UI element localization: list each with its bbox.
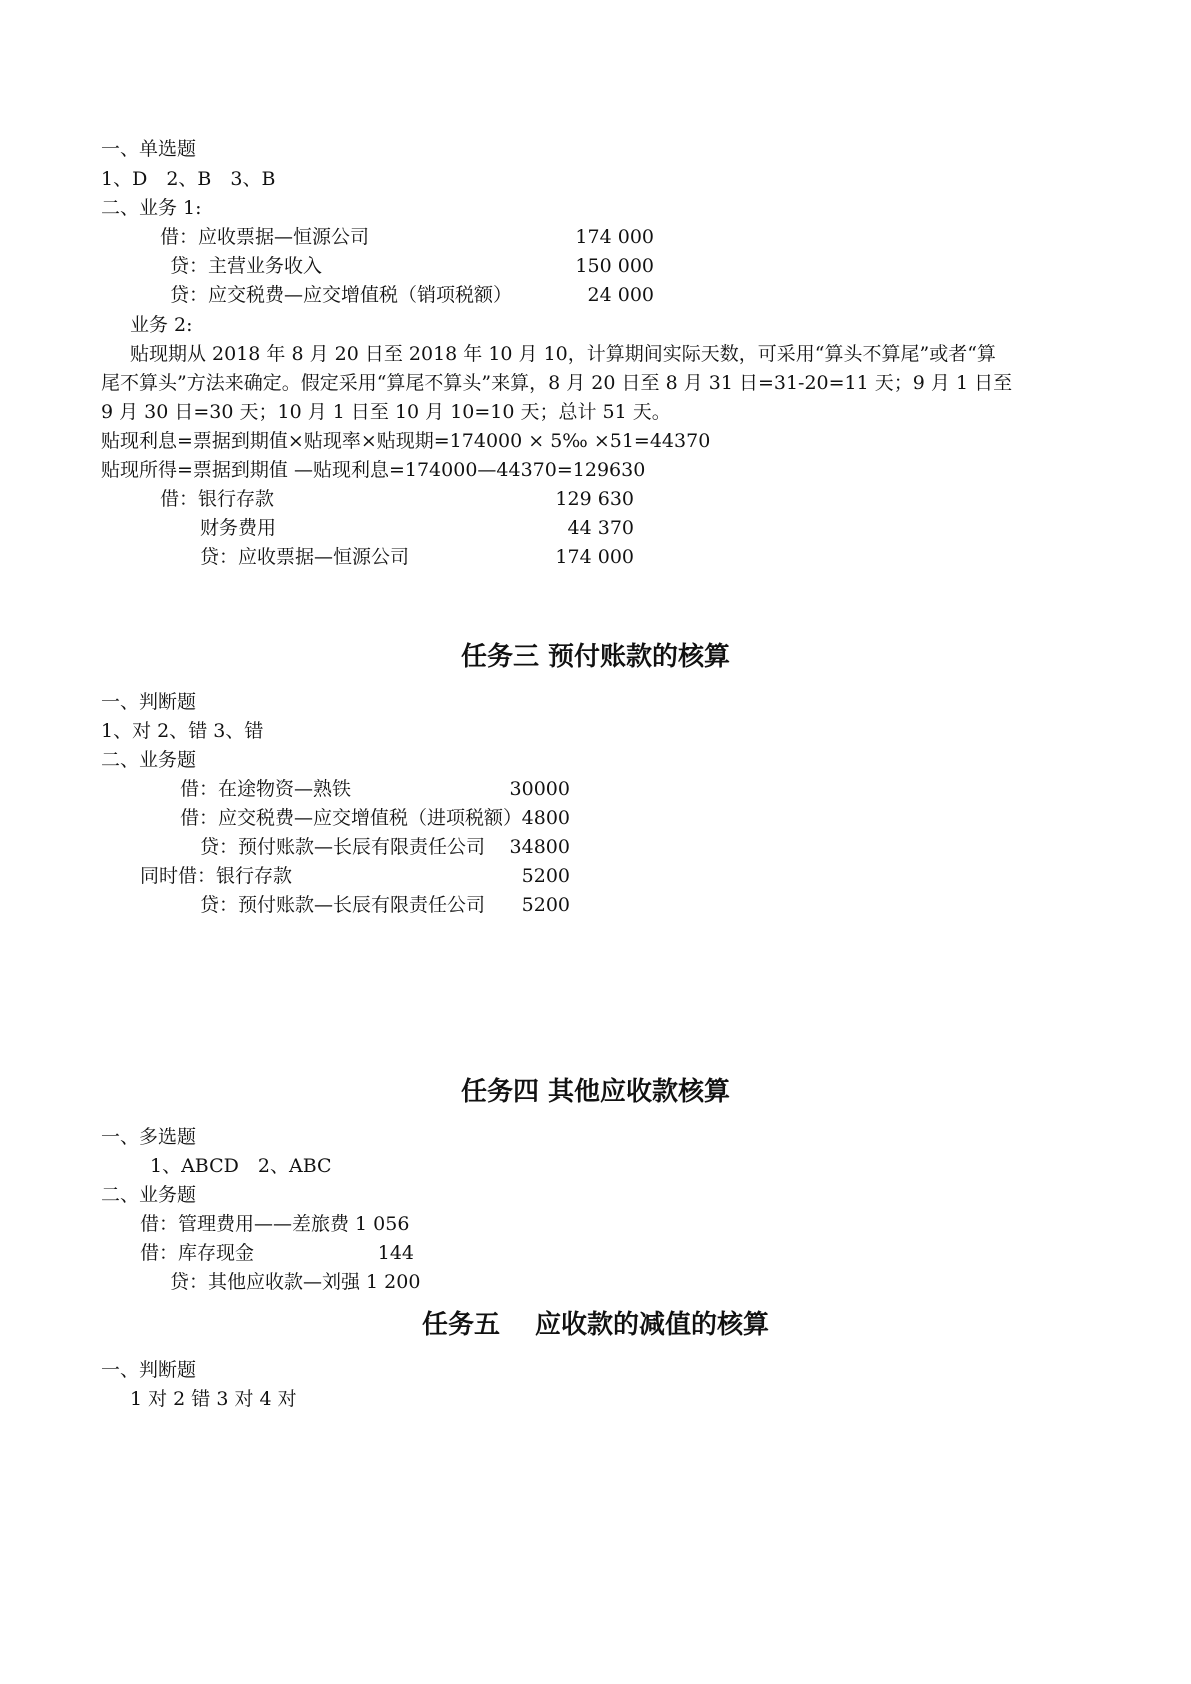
entry-text: 贷：主营业务收入 [170, 255, 323, 277]
answer-line: 1、ABCD 2、ABC [150, 1155, 332, 1177]
formula-line: 贴现所得=票据到期值 —贴现利息=174000—44370=129630 [101, 459, 646, 481]
paragraph-line: 尾不算头”方法来确定。假定采用“算尾不算头”来算，8 月 20 日至 8 月 31 日=31-20=11 天；9 月 1 日至 [101, 372, 1013, 394]
section-title: 一、多选题 [101, 1126, 197, 1148]
section-title: 二、业务 1: [101, 197, 202, 219]
entry-amount: 24 000 [587, 284, 654, 306]
section-title: 二、业务题 [101, 1184, 197, 1206]
entry-text: 贷：预付账款—长辰有限责任公司 [200, 894, 486, 916]
entry-text: 借：应交税费—应交增值税（进项税额） [180, 807, 523, 829]
entry-amount: 44 370 [567, 517, 634, 539]
entry-text: 财务费用 [200, 517, 277, 539]
formula-line: 贴现利息=票据到期值×贴现率×贴现期=174000 × 5‰ ×51=44370 [101, 430, 711, 452]
entry-text: 借：应收票据—恒源公司 [160, 226, 370, 248]
entry-text: 贷：其他应收款—刘强 1 200 [170, 1271, 421, 1293]
section-title: 一、判断题 [101, 1359, 197, 1381]
task-heading: 任务四 其他应收款核算 [460, 1077, 731, 1107]
section-title: 二、业务题 [101, 749, 197, 771]
entry-amount: 4800 [521, 807, 570, 829]
entry-text: 借：银行存款 [160, 488, 275, 510]
entry-amount: 150 000 [575, 255, 654, 277]
answer-line: 1、对 2、错 3、错 [101, 720, 264, 742]
entry-amount: 174 000 [555, 546, 634, 568]
section-title: 业务 2: [130, 314, 193, 336]
entry-text: 贷：应收票据—恒源公司 [200, 546, 410, 568]
entry-amount: 5200 [521, 894, 570, 916]
entry-text: 借：管理费用——差旅费 1 056 [140, 1213, 410, 1235]
task-heading: 任务三 预付账款的核算 [460, 642, 731, 672]
answer-line: 1、D 2、B 3、B [101, 168, 276, 190]
paragraph-line: 贴现期从 2018 年 8 月 20 日至 2018 年 10 月 10，计算期间实际天数，可采用“算头不算尾”或者“算 [130, 343, 996, 365]
entry-amount: 34800 [509, 836, 570, 858]
entry-text: 借：在途物资—熟铁 [180, 778, 352, 800]
entry-text: 同时借：银行存款 [140, 865, 293, 887]
entry-amount: 30000 [509, 778, 570, 800]
task-heading: 任务五 应收款的减值的核算 [421, 1310, 770, 1340]
entry-amount: 144 [377, 1242, 414, 1264]
entry-text: 贷：应交税费—应交增值税（销项税额） [170, 284, 513, 306]
entry-amount: 5200 [521, 865, 570, 887]
answer-line: 1 对 2 错 3 对 4 对 [130, 1388, 297, 1410]
entry-amount: 129 630 [555, 488, 634, 510]
entry-text: 借：库存现金 [140, 1242, 255, 1264]
section-title: 一、单选题 [101, 138, 197, 160]
entry-text: 贷：预付账款—长辰有限责任公司 [200, 836, 486, 858]
paragraph-line: 9 月 30 日=30 天；10 月 1 日至 10 月 10=10 天；总计 51 天。 [101, 401, 671, 423]
entry-amount: 174 000 [575, 226, 654, 248]
section-title: 一、判断题 [101, 691, 197, 713]
